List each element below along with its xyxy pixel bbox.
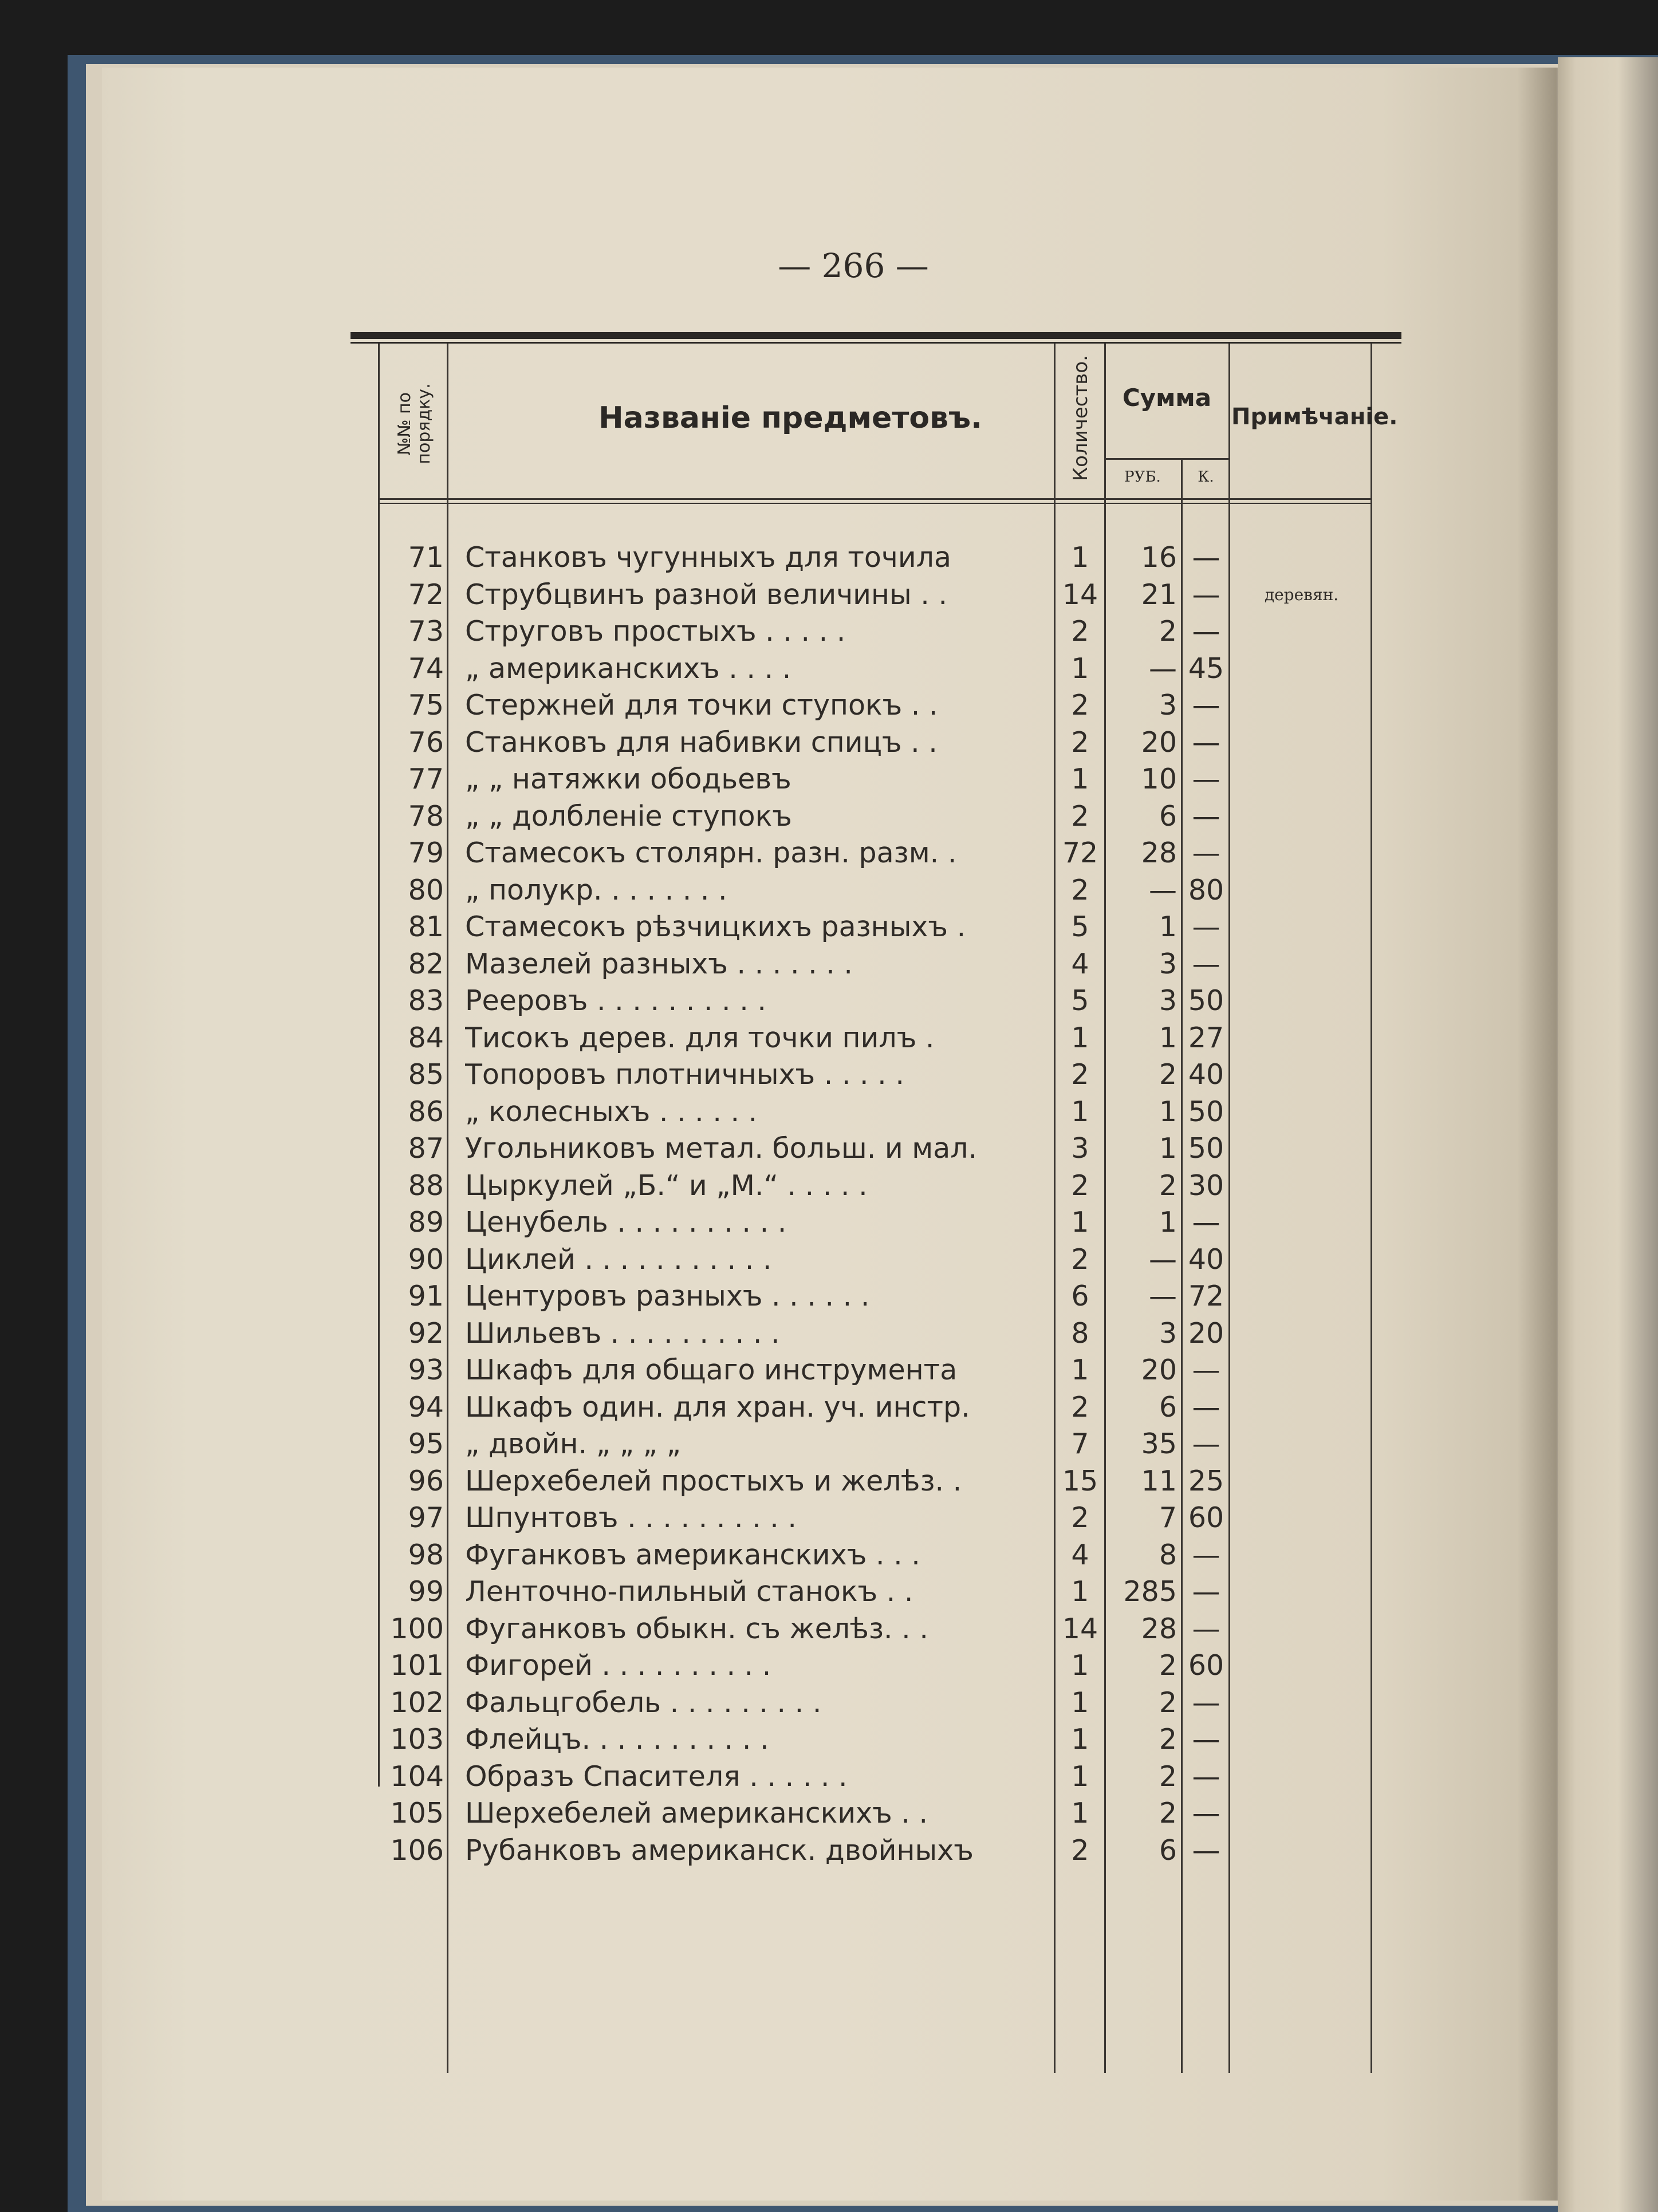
row-quantity: 14	[1062, 1612, 1098, 1645]
row-item-name: Шильевъ . . . . . . . . . .	[465, 1316, 780, 1350]
row-quantity: 2	[1071, 1169, 1089, 1202]
row-rubles: 20	[1141, 725, 1177, 759]
row-item-name: Шерхебелей американскихъ . .	[465, 1797, 928, 1829]
row-item-name: Цыркулей „Б.“ и „М.“ . . . . .	[465, 1169, 868, 1202]
row-number: 105	[390, 1797, 444, 1829]
row-kopecks: —	[1192, 1538, 1220, 1571]
row-kopecks: —	[1192, 615, 1220, 648]
row-item-name: Рубанковъ американск. двойныхъ	[465, 1834, 974, 1867]
header-rubles: РУБ.	[1124, 468, 1161, 486]
row-rubles: 1	[1159, 1021, 1177, 1054]
row-item-name: „ „ долбленіе ступокъ	[465, 799, 792, 833]
table-row	[0, 835, 1658, 872]
page-number: — 266 —	[778, 246, 929, 285]
row-quantity: 1	[1071, 1021, 1089, 1054]
row-kopecks: —	[1192, 1390, 1220, 1424]
table-top-rule-thin	[350, 342, 1401, 344]
row-rubles: 2	[1159, 615, 1177, 648]
row-item-name: Угольниковъ метал. больш. и мал.	[465, 1132, 978, 1165]
row-number: 87	[408, 1132, 444, 1165]
row-kopecks: 27	[1188, 1021, 1224, 1054]
row-item-name: Ленточно-пильный станокъ . .	[465, 1575, 913, 1608]
row-quantity: 2	[1071, 1390, 1089, 1424]
row-item-name: Мазелей разныхъ . . . . . . .	[465, 947, 853, 980]
table-row	[0, 946, 1658, 983]
row-rubles: 3	[1159, 1316, 1177, 1350]
table-row	[0, 650, 1658, 688]
row-kopecks: 50	[1188, 1095, 1224, 1128]
row-rubles: —	[1149, 1243, 1177, 1276]
row-rubles: 2	[1159, 1686, 1177, 1719]
table-body	[0, 539, 1658, 1869]
row-item-name: „ полукр. . . . . . . .	[465, 873, 727, 906]
row-kopecks: 20	[1188, 1316, 1224, 1350]
row-rubles: 20	[1141, 1354, 1177, 1386]
row-quantity: 1	[1071, 1206, 1089, 1239]
row-rubles: 6	[1159, 1834, 1177, 1867]
row-quantity: 1	[1071, 1797, 1089, 1829]
row-kopecks: —	[1192, 1760, 1220, 1793]
row-number: 91	[408, 1280, 444, 1312]
table-row	[0, 1278, 1658, 1315]
table-row	[0, 909, 1658, 946]
row-number: 84	[408, 1021, 444, 1054]
row-quantity: 1	[1071, 1649, 1089, 1682]
table-row	[0, 687, 1658, 724]
table-row	[0, 1130, 1658, 1168]
table-row	[0, 577, 1658, 614]
row-kopecks: —	[1192, 1354, 1220, 1386]
table-row	[0, 724, 1658, 762]
row-quantity: 2	[1071, 1501, 1089, 1534]
row-item-name: „ „ натяжки ободьевъ	[465, 763, 791, 795]
header-note: Примѣчаніе.	[1231, 404, 1398, 430]
row-rubles: 21	[1141, 578, 1177, 611]
row-kopecks: 40	[1188, 1243, 1224, 1276]
row-quantity: 5	[1071, 984, 1089, 1017]
row-rubles: 1	[1159, 1132, 1177, 1165]
header-number: №№ по порядку.	[395, 383, 434, 464]
row-quantity: 2	[1071, 873, 1089, 906]
row-item-name: Тисокъ дерев. для точки пилъ .	[465, 1021, 935, 1054]
row-kopecks: 45	[1188, 652, 1224, 685]
row-kopecks: —	[1192, 947, 1220, 980]
row-number: 81	[408, 910, 444, 943]
row-number: 76	[408, 725, 444, 759]
table-row	[0, 1758, 1658, 1796]
table-row	[0, 613, 1658, 650]
row-number: 80	[408, 873, 444, 906]
row-item-name: „ американскихъ . . . .	[465, 652, 791, 685]
row-rubles: 285	[1123, 1575, 1177, 1608]
row-item-name: Фуганковъ американскихъ . . .	[465, 1538, 920, 1571]
row-rubles: 2	[1159, 1797, 1177, 1829]
row-item-name: Топоровъ плотничныхъ . . . . .	[465, 1058, 904, 1091]
row-quantity: 72	[1062, 837, 1098, 869]
row-quantity: 1	[1071, 763, 1089, 795]
table-row	[0, 1426, 1658, 1463]
row-rubles: 6	[1159, 799, 1177, 833]
row-quantity: 1	[1071, 652, 1089, 685]
row-number: 88	[408, 1169, 444, 1202]
row-kopecks: 60	[1188, 1649, 1224, 1682]
table-row	[0, 761, 1658, 798]
row-item-name: Станковъ для набивки спицъ . .	[465, 725, 938, 759]
row-item-name: Стержней для точки ступокъ . .	[465, 689, 938, 721]
header-kopecks: К.	[1198, 468, 1214, 486]
row-rubles: 2	[1159, 1169, 1177, 1202]
row-item-name: Фальцгобель . . . . . . . . .	[465, 1686, 822, 1719]
row-kopecks: 50	[1188, 1132, 1224, 1165]
table-row	[0, 1685, 1658, 1722]
row-number: 79	[408, 837, 444, 869]
row-kopecks: —	[1192, 837, 1220, 869]
row-quantity: 4	[1071, 1538, 1089, 1571]
row-rubles: 2	[1159, 1723, 1177, 1756]
row-number: 94	[408, 1390, 444, 1424]
row-number: 89	[408, 1206, 444, 1239]
table-row	[0, 1389, 1658, 1426]
row-item-name: Струбцвинъ разной величины . .	[465, 578, 948, 611]
row-rubles: —	[1149, 873, 1177, 906]
row-kopecks: —	[1192, 578, 1220, 611]
row-item-name: Фуганковъ обыкн. съ желѣз. . .	[465, 1612, 928, 1645]
row-item-name: Образъ Спасителя . . . . . .	[465, 1760, 848, 1793]
row-quantity: 15	[1062, 1464, 1098, 1497]
row-kopecks: 72	[1188, 1280, 1224, 1312]
row-number: 98	[408, 1538, 444, 1571]
row-note: деревян.	[1264, 585, 1339, 604]
row-rubles: 28	[1141, 1612, 1177, 1645]
header-bottom-rule	[378, 498, 1370, 500]
row-quantity: 1	[1071, 541, 1089, 574]
row-number: 77	[408, 763, 444, 795]
row-item-name: Шпунтовъ . . . . . . . . . .	[465, 1501, 797, 1534]
row-quantity: 6	[1071, 1280, 1089, 1312]
row-number: 71	[408, 541, 444, 574]
table-row	[0, 1315, 1658, 1353]
row-number: 100	[390, 1612, 444, 1645]
row-rubles: 10	[1141, 763, 1177, 795]
row-kopecks: —	[1192, 1206, 1220, 1239]
row-quantity: 1	[1071, 1095, 1089, 1128]
row-item-name: Ценубель . . . . . . . . . .	[465, 1206, 787, 1239]
row-number: 92	[408, 1316, 444, 1350]
table-row	[0, 1574, 1658, 1611]
row-quantity: 7	[1071, 1428, 1089, 1460]
row-kopecks: —	[1192, 1834, 1220, 1867]
row-number: 83	[408, 984, 444, 1017]
table-row	[0, 1463, 1658, 1500]
row-kopecks: 40	[1188, 1058, 1224, 1091]
row-quantity: 2	[1071, 689, 1089, 721]
row-rubles: 2	[1159, 1058, 1177, 1091]
row-rubles: 2	[1159, 1760, 1177, 1793]
row-number: 75	[408, 689, 444, 721]
row-item-name: Струговъ простыхъ . . . . .	[465, 615, 846, 648]
row-kopecks: —	[1192, 689, 1220, 721]
row-rubles: —	[1149, 652, 1177, 685]
row-item-name: Шкафъ для общаго инструмента	[465, 1354, 958, 1386]
row-quantity: 5	[1071, 910, 1089, 943]
row-quantity: 3	[1071, 1132, 1089, 1165]
row-kopecks: —	[1192, 725, 1220, 759]
table-row	[0, 1832, 1658, 1870]
table-row	[0, 1094, 1658, 1131]
row-number: 86	[408, 1095, 444, 1128]
row-rubles: 35	[1141, 1428, 1177, 1460]
row-number: 97	[408, 1501, 444, 1534]
row-quantity: 2	[1071, 615, 1089, 648]
row-number: 93	[408, 1354, 444, 1386]
row-number: 99	[408, 1575, 444, 1608]
row-kopecks: —	[1192, 910, 1220, 943]
row-number: 96	[408, 1464, 444, 1497]
table-row	[0, 1352, 1658, 1389]
row-kopecks: —	[1192, 1686, 1220, 1719]
row-kopecks: —	[1192, 1612, 1220, 1645]
row-number: 103	[390, 1723, 444, 1756]
header-bottom-rule-thin	[378, 503, 1370, 504]
table-top-rule	[350, 332, 1401, 339]
row-kopecks: —	[1192, 763, 1220, 795]
row-kopecks: —	[1192, 1797, 1220, 1829]
row-item-name: Рееровъ . . . . . . . . . .	[465, 984, 766, 1017]
row-rubles: 1	[1159, 1095, 1177, 1128]
row-quantity: 1	[1071, 1723, 1089, 1756]
row-rubles: —	[1149, 1280, 1177, 1312]
row-item-name: „ двойн. „ „ „ „	[465, 1428, 681, 1460]
table-row	[0, 1020, 1658, 1057]
row-rubles: 8	[1159, 1538, 1177, 1571]
row-kopecks: 80	[1188, 873, 1224, 906]
row-item-name: Циклей . . . . . . . . . . .	[465, 1243, 772, 1276]
row-kopecks: —	[1192, 1723, 1220, 1756]
row-number: 72	[408, 578, 444, 611]
row-item-name: Центуровъ разныхъ . . . . . .	[465, 1280, 870, 1312]
row-number: 104	[390, 1760, 444, 1793]
row-number: 74	[408, 652, 444, 685]
row-rubles: 2	[1159, 1649, 1177, 1682]
table-row	[0, 1721, 1658, 1758]
row-number: 78	[408, 799, 444, 833]
row-kopecks: —	[1192, 541, 1220, 574]
header-item-name: Названіе предметовъ.	[598, 401, 982, 435]
table-row	[0, 1168, 1658, 1205]
header-sum: Сумма	[1122, 384, 1212, 412]
row-rubles: 7	[1159, 1501, 1177, 1534]
row-item-name: Фигорей . . . . . . . . . .	[465, 1649, 771, 1682]
row-quantity: 8	[1071, 1316, 1089, 1350]
table-row	[0, 1611, 1658, 1648]
row-kopecks: 60	[1188, 1501, 1224, 1534]
row-kopecks: —	[1192, 1428, 1220, 1460]
row-kopecks: —	[1192, 799, 1220, 833]
row-item-name: Флейцъ. . . . . . . . . . .	[465, 1723, 769, 1756]
row-item-name: Шерхебелей простыхъ и желѣз. .	[465, 1464, 962, 1497]
table-row	[0, 1056, 1658, 1094]
row-rubles: 3	[1159, 984, 1177, 1017]
header-quantity: Количество.	[1069, 355, 1092, 481]
table-row	[0, 983, 1658, 1020]
table-row	[0, 872, 1658, 909]
row-kopecks: —	[1192, 1575, 1220, 1608]
row-item-name: Станковъ чугунныхъ для точила	[465, 541, 952, 574]
row-number: 102	[390, 1686, 444, 1719]
row-item-name: Стамесокъ рѣзчицкихъ разныхъ .	[465, 910, 966, 943]
row-quantity: 2	[1071, 725, 1089, 759]
row-number: 85	[408, 1058, 444, 1091]
row-quantity: 1	[1071, 1354, 1089, 1386]
table-row	[0, 1647, 1658, 1685]
table-row	[0, 1241, 1658, 1279]
row-number: 90	[408, 1243, 444, 1276]
row-quantity: 2	[1071, 799, 1089, 833]
row-quantity: 2	[1071, 1834, 1089, 1867]
row-rubles: 16	[1141, 541, 1177, 574]
row-rubles: 1	[1159, 910, 1177, 943]
table-row	[0, 1500, 1658, 1537]
row-quantity: 2	[1071, 1058, 1089, 1091]
row-rubles: 11	[1141, 1464, 1177, 1497]
row-item-name: „ колесныхъ . . . . . .	[465, 1095, 758, 1128]
row-number: 101	[390, 1649, 444, 1682]
row-quantity: 4	[1071, 947, 1089, 980]
sum-subheader-rule	[1105, 458, 1228, 460]
row-quantity: 14	[1062, 578, 1098, 611]
row-number: 73	[408, 615, 444, 648]
row-kopecks: 30	[1188, 1169, 1224, 1202]
table-row	[0, 539, 1658, 577]
row-kopecks: 25	[1188, 1464, 1224, 1497]
row-number: 95	[408, 1428, 444, 1460]
row-quantity: 2	[1071, 1243, 1089, 1276]
row-quantity: 1	[1071, 1575, 1089, 1608]
row-rubles: 6	[1159, 1390, 1177, 1424]
row-item-name: Шкафъ один. для хран. уч. инстр.	[465, 1390, 970, 1424]
table-row	[0, 1795, 1658, 1832]
row-rubles: 3	[1159, 947, 1177, 980]
row-rubles: 28	[1141, 837, 1177, 869]
table-row	[0, 798, 1658, 835]
row-number: 82	[408, 947, 444, 980]
row-quantity: 1	[1071, 1686, 1089, 1719]
row-rubles: 1	[1159, 1206, 1177, 1239]
row-kopecks: 50	[1188, 984, 1224, 1017]
row-quantity: 1	[1071, 1760, 1089, 1793]
row-number: 106	[390, 1834, 444, 1867]
table-row	[0, 1537, 1658, 1574]
table-row	[0, 1204, 1658, 1241]
row-item-name: Стамесокъ столярн. разн. разм. .	[465, 837, 957, 869]
row-rubles: 3	[1159, 689, 1177, 721]
